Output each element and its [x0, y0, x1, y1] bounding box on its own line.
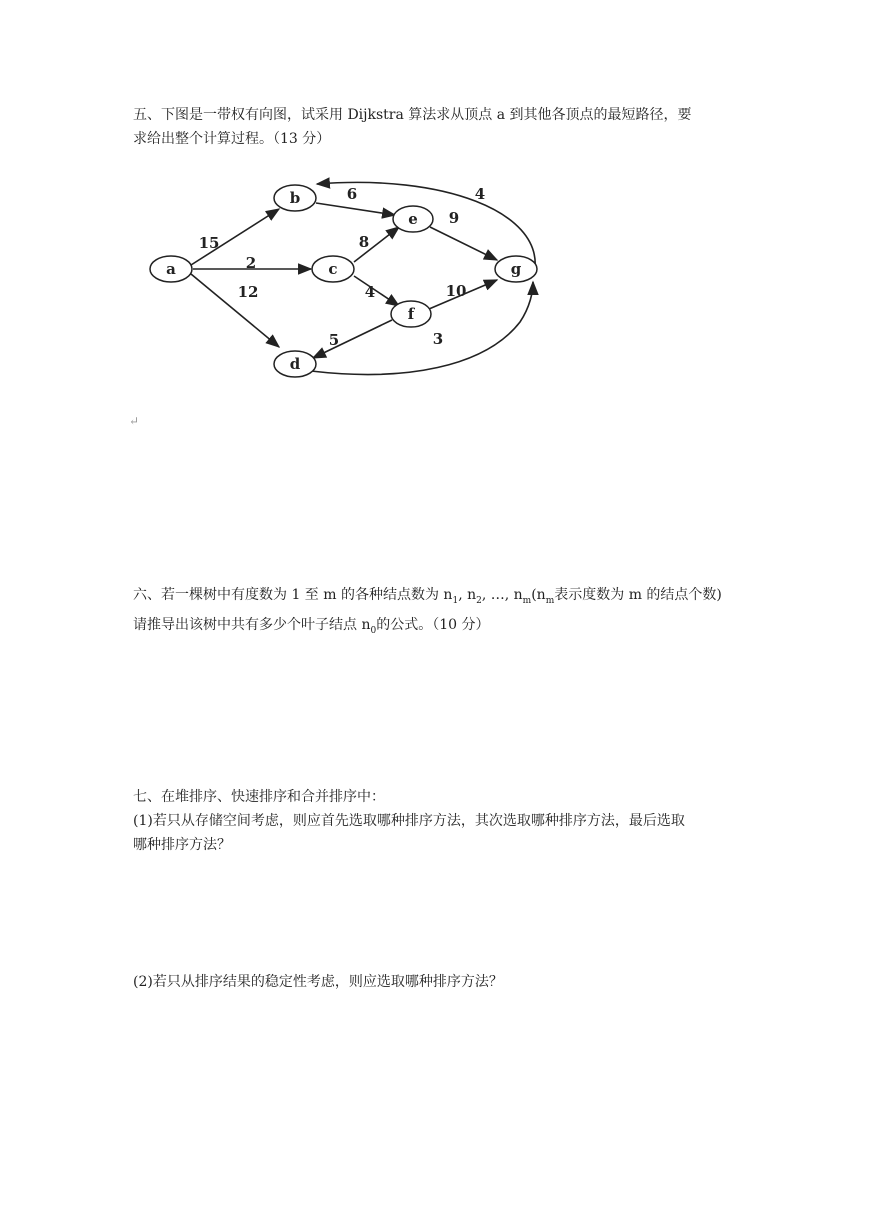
node-label-f: f: [407, 305, 415, 323]
edge-b-e: [316, 203, 395, 215]
edge-d-g: [311, 282, 533, 374]
question-7-part-2: (2)若只从排序结果的稳定性考虑，则应选取哪种排序方法？: [133, 974, 503, 990]
weight-a-d: 12: [237, 283, 259, 301]
weight-a-c: 2: [245, 254, 257, 272]
node-label-d: d: [289, 355, 301, 373]
weight-d-g: 3: [432, 330, 444, 348]
question-7: [133, 785, 743, 857]
edge-f-d: [313, 320, 392, 358]
question-5-line-2: 求给出整个计算过程。（13 分）: [133, 131, 331, 147]
question-6: [133, 583, 743, 643]
question-7-line-1: 七、在堆排序、快速排序和合并排序中：: [133, 789, 385, 805]
node-label-a: a: [166, 260, 176, 278]
weight-a-b: 15: [198, 234, 220, 252]
weight-e-g: 9: [448, 209, 460, 227]
weight-b-e: 6: [346, 185, 358, 203]
question-5: [133, 103, 743, 151]
weight-c-f: 4: [364, 283, 376, 301]
edge-a-d: [191, 274, 279, 347]
weighted-digraph: [145, 172, 545, 382]
node-label-c: c: [328, 260, 338, 278]
paragraph-mark: ↵: [129, 414, 140, 428]
question-7-part-1-line-2: 哪种排序方法？: [133, 837, 231, 853]
node-label-g: g: [510, 260, 522, 278]
weight-f-g: 10: [445, 282, 467, 300]
question-6-line-1: 六、若一棵树中有度数为 1 至 m 的各种结点数为 $n_1$, $n_2$, …, $n_m(n_m$表示度数为 m 的结点个数): [133, 587, 722, 606]
weight-c-e: 8: [358, 233, 370, 251]
question-6-line-2: 请推导出该树中共有多少个叶子结点 $n_0$的公式。（10 分）: [133, 616, 490, 636]
edge-e-g: [430, 227, 497, 260]
question-5-line-1: 五、下图是一带权有向图，试采用 Dijkstra 算法求从顶点 a 到其他各顶点的最短路径，要: [133, 107, 692, 123]
weight-f-d: 5: [328, 331, 340, 349]
node-label-b: b: [289, 189, 301, 207]
node-label-e: e: [408, 210, 418, 228]
edge-c-f: [354, 276, 399, 306]
weight-g-b: 4: [474, 185, 486, 203]
question-7-part-1-line-1: (1)若只从存储空间考虑，则应首先选取哪种排序方法，其次选取哪种排序方法，最后选取: [133, 813, 685, 829]
